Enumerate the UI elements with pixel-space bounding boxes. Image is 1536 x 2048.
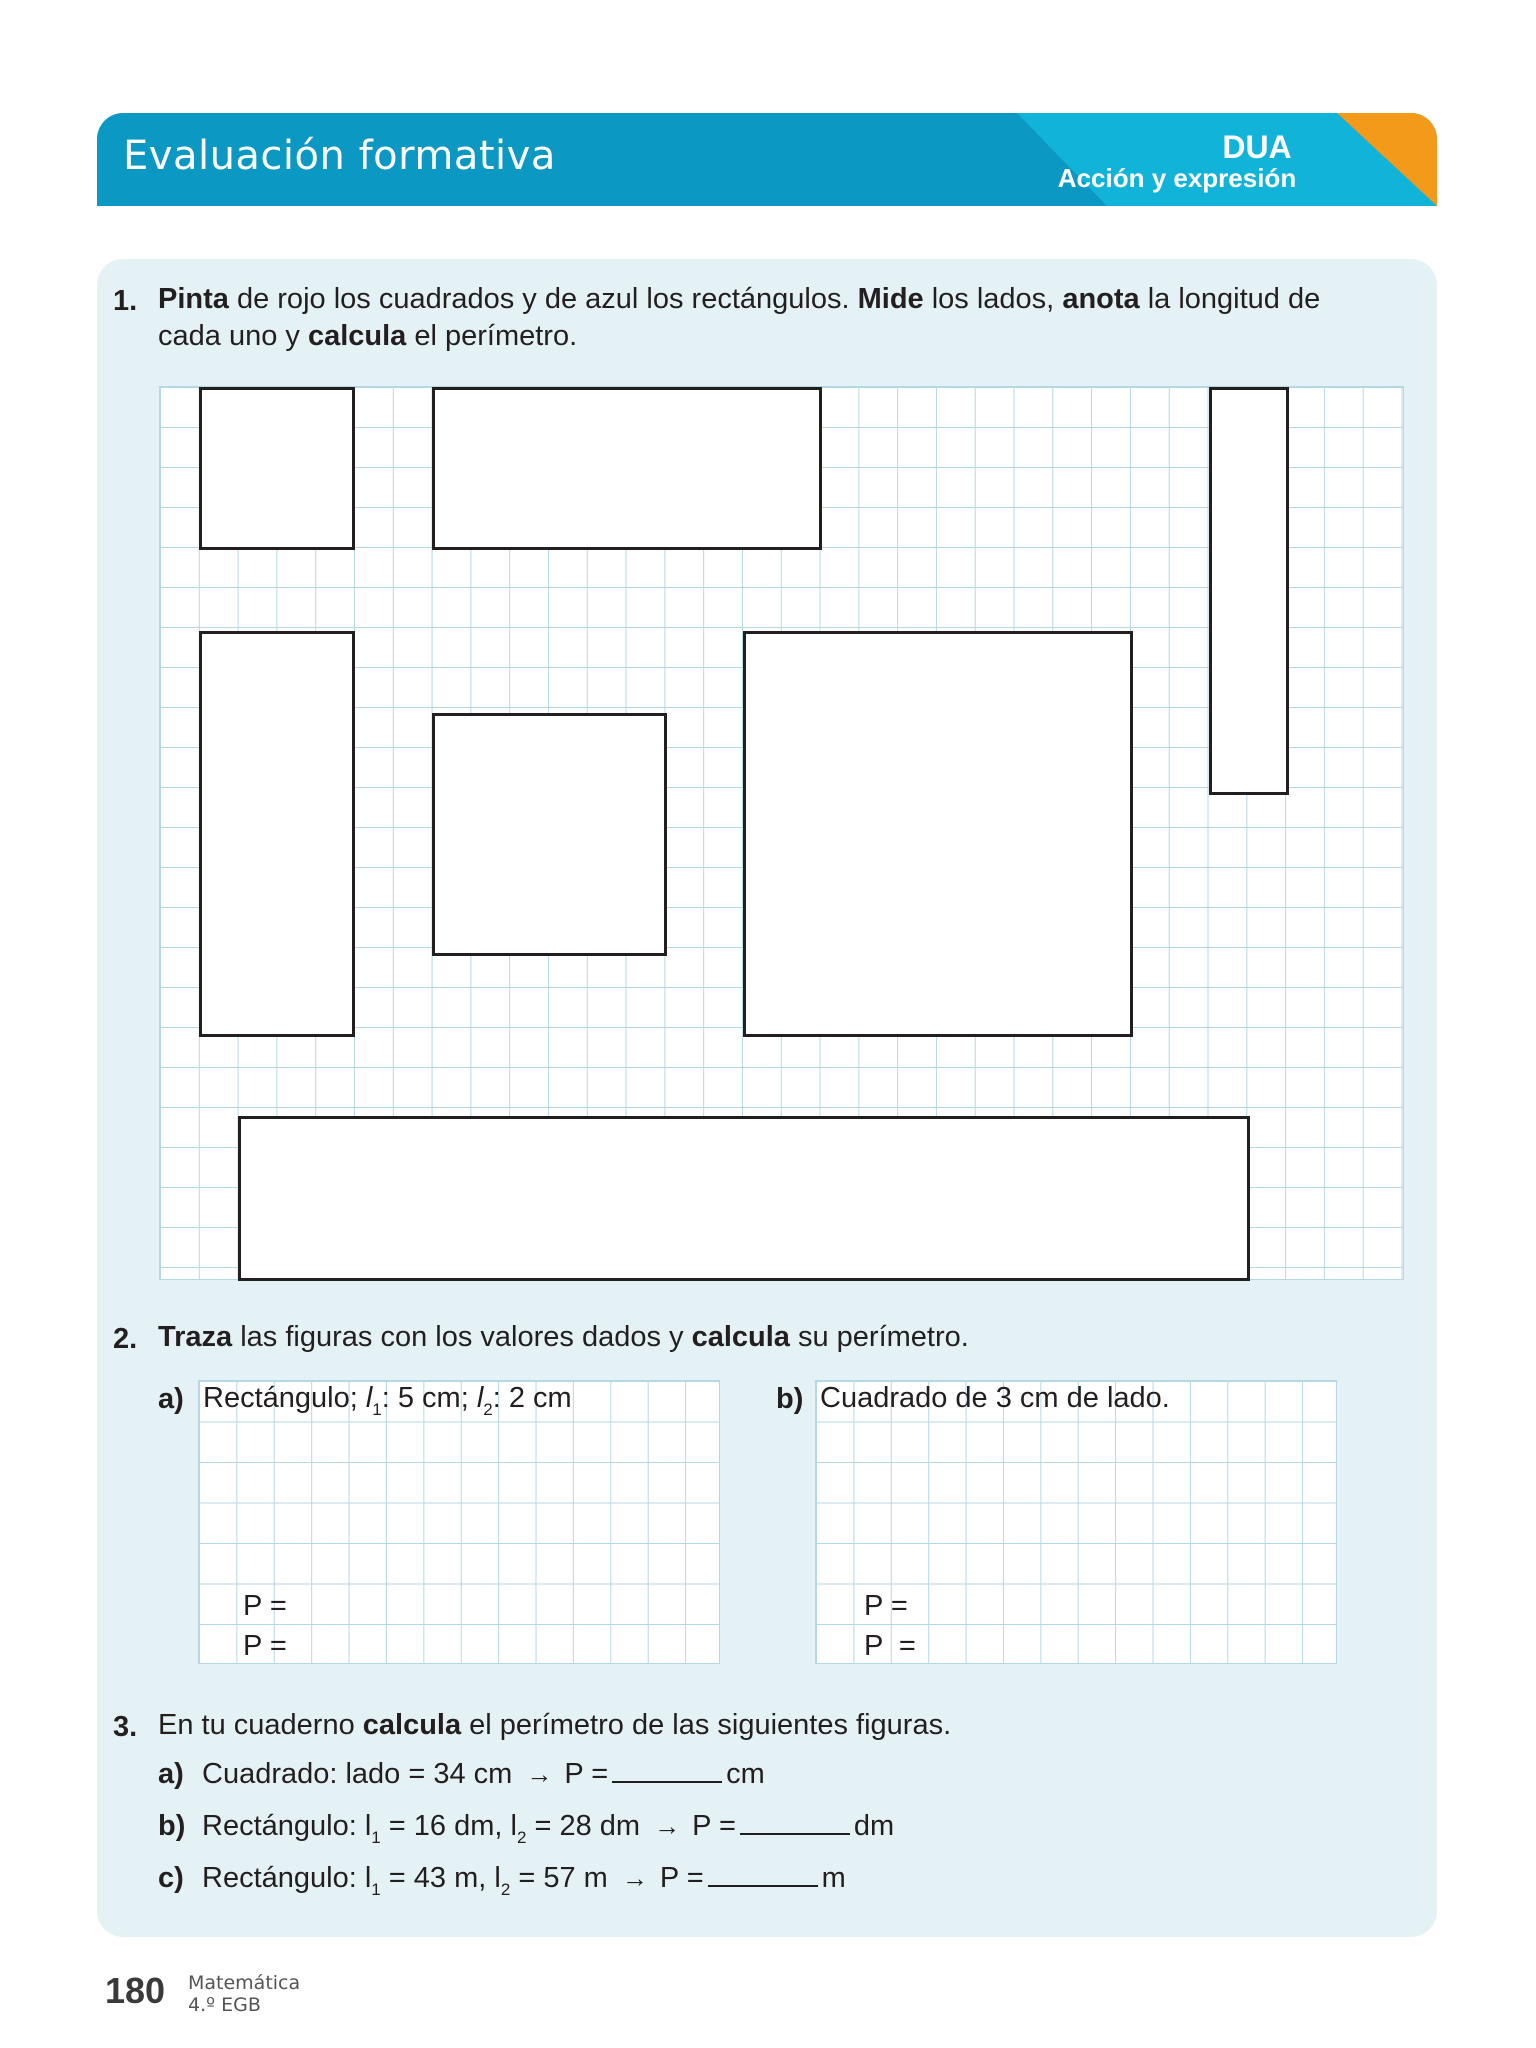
question-1-number: 1. xyxy=(113,285,138,317)
q1-text-5: el perímetro. xyxy=(406,320,578,352)
q3a-line: a) Cuadrado: lado = 34 cm → P = cm xyxy=(158,1758,765,1790)
q2b-perimeter-2: P = xyxy=(864,1630,916,1662)
page-number: 180 xyxy=(105,1970,166,2011)
q2-verb-calcula: calcula xyxy=(691,1321,790,1353)
question-2-text xyxy=(158,1319,969,1356)
header-banner xyxy=(97,113,1437,206)
q2a-letter: a) xyxy=(158,1383,184,1415)
page-title: Evaluación formativa xyxy=(123,133,556,179)
footer-subject xyxy=(188,1972,300,2016)
q2-text-1: las figuras con los valores dados y xyxy=(232,1321,692,1353)
q2b-text: Cuadrado de 3 cm de lado. xyxy=(820,1382,1170,1414)
dua-subtitle: Acción y expresión xyxy=(1057,163,1297,193)
footer-subject-name: Matemática xyxy=(188,1972,301,1994)
question-1-text xyxy=(158,281,1398,355)
dua-label: DUA xyxy=(1222,129,1292,165)
q3b-answer-blank[interactable] xyxy=(740,1811,850,1835)
footer-grade: 4.º EGB xyxy=(188,1994,261,2016)
shape-rectangle-horizontal[interactable] xyxy=(238,1116,1250,1281)
arrow-icon: → xyxy=(621,1863,648,1893)
shape-rectangle-vertical-2[interactable] xyxy=(199,631,355,1037)
shape-rectangle-vertical-1[interactable] xyxy=(1209,387,1289,795)
q2-text-2: su perímetro. xyxy=(789,1321,969,1353)
q3-text-2: el perímetro de las siguientes figuras. xyxy=(461,1709,952,1741)
q3b-line: b) Rectángulo: $l_1 = 16$ dm, $l_2 = 28$ dm → P = dm xyxy=(158,1810,895,1847)
q1-text-2: los lados, xyxy=(923,283,1063,315)
question-3-number: 3. xyxy=(113,1711,138,1743)
q2b-perimeter-1: P = xyxy=(864,1590,908,1622)
question-3-text xyxy=(158,1707,951,1744)
q1-text-3: la longitud de xyxy=(1139,283,1321,315)
shape-square-1[interactable] xyxy=(199,387,355,550)
q1-verb-pinta: Pinta xyxy=(158,283,229,315)
question-1-grid xyxy=(159,386,1404,1280)
arrow-icon: → xyxy=(526,1759,553,1789)
q1-verb-calcula: calcula xyxy=(307,320,407,352)
q2a-text: Rectángulo; $l_1$: 5 cm; $l_2$: 2 cm xyxy=(203,1382,572,1419)
q3-verb-calcula: calcula xyxy=(362,1709,462,1741)
q3c-answer-blank[interactable] xyxy=(708,1863,818,1887)
q1-verb-anota: anota xyxy=(1062,283,1140,315)
q1-text-4: cada uno y xyxy=(158,320,308,352)
q1-text-1: de rojo los cuadrados y de azul los rectángulos. xyxy=(228,283,858,315)
shape-square-3[interactable] xyxy=(743,631,1133,1037)
q3c-line: c) Rectángulo: $l_1 = 43$ m, $l_2 = 57$ m → P = m xyxy=(158,1862,846,1899)
shape-rectangle-1[interactable] xyxy=(432,387,822,550)
q2a-perimeter-2: P = xyxy=(243,1630,287,1662)
arrow-icon: → xyxy=(654,1811,681,1841)
shape-square-2[interactable] xyxy=(432,713,667,956)
q3-items xyxy=(158,1758,1058,1918)
question-2-number: 2. xyxy=(113,1323,138,1355)
q1-verb-mide: Mide xyxy=(857,283,924,315)
q3-text-1: En tu cuaderno xyxy=(158,1709,363,1741)
q2-verb-traza: Traza xyxy=(158,1321,233,1353)
q2b-letter: b) xyxy=(776,1383,804,1415)
q2a-perimeter-1: P = xyxy=(243,1590,287,1622)
q3a-answer-blank[interactable] xyxy=(612,1759,722,1783)
